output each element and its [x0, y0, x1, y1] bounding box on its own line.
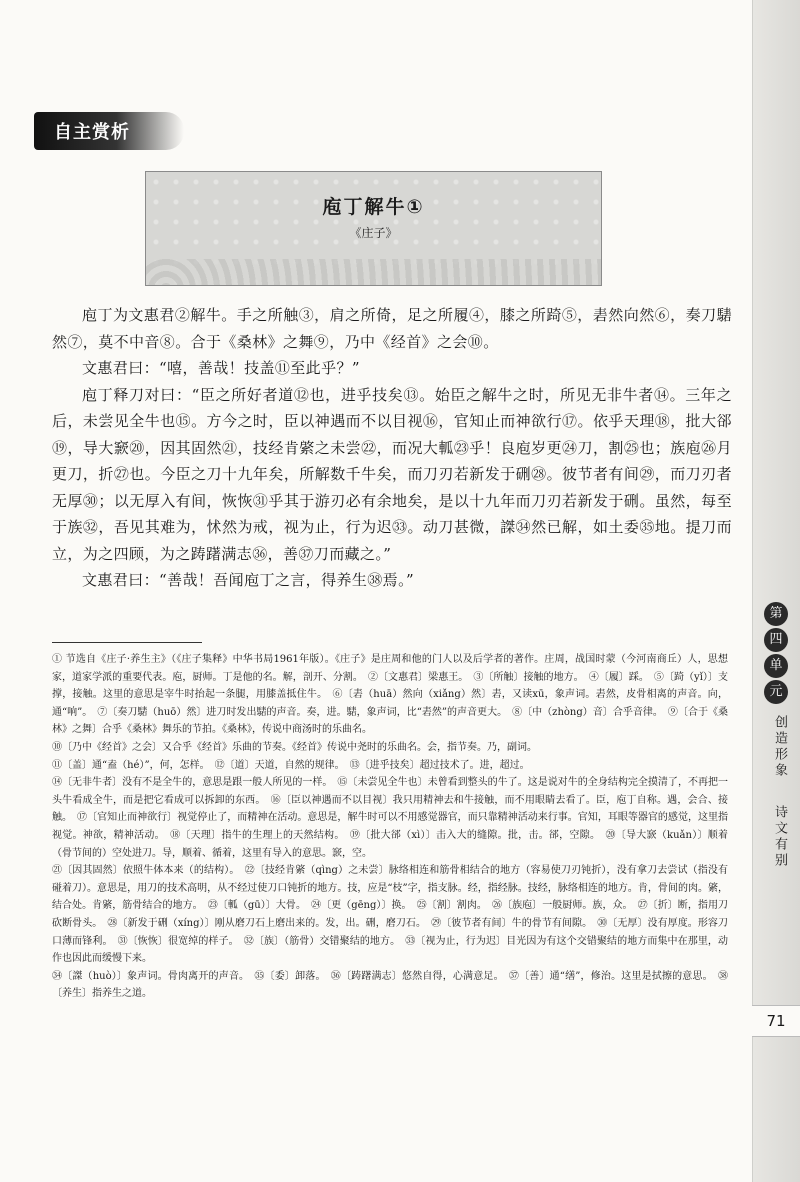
section-tag: [34, 112, 184, 150]
paragraph: 庖丁释刀对曰：“臣之所好者道⑫也，进乎技矣⑬。始臣之解牛之时，所见无非牛者⑭。三年之后，未尝见全牛也⑮。方今之时，臣以神遇而不以目视⑯，官知止而神欲行⑰。依乎天理⑱，批大郤⑲，导大窾⑳，因其固然㉑，技经肯綮之未尝㉒，而况大軱㉓乎！良庖岁更㉔刀，割㉕也；族庖㉖月更刀，折㉗也。今臣之刀十九年矣，所解数千牛矣，而刀刃若新发于硎㉘。彼节者有间㉙，而刀刃者无厚㉚；以无厚入有间，恢恢㉛乎其于游刃必有余地矣，是以十九年而刀刃若新发于硎。虽然，每至于族㉜，吾见其难为，怵然为戒，视为止，行为迟㉝。动刀甚微，謋㉞然已解，如土委㉟地。提刀而立，为之四顾，为之踌躇满志㊱，善㊲刀而藏之。”: [52, 385, 732, 563]
footnote-block: ① 节选自《庄子·养生主》（《庄子集释》中华书局1961年版）。《庄子》是庄周和他的门人以及后学者的著作。庄周，战国时蒙（今河南商丘）人，思想家，道家学派的重要代表。庖，厨师。丁是他的名。解，剖开、分割。 ②〔文惠君〕梁惠王。 ③〔所触〕接触的地方。 ④〔履〕踩。 ⑤〔踦（yǐ）〕支撑，接触。这里的意思是宰牛时抬起一条腿，用膝盖抵住牛。 ⑥〔砉（huā）然向（xiǎng）然〕砉，又读xū，象声词。砉然，皮骨相离的声音。向，通“响”。 ⑦〔奏刀騞（huō）然〕进刀时发出騞的声音。奏，进。騞，象声词，比“砉然”的声音更大。 ⑧〔中（zhòng）音〕合乎音律。 ⑨〔合于《桑林》之舞〕合乎《桑林》舞乐的节拍。《桑林》，传说中商汤时的乐曲名。: [52, 654, 728, 736]
footnote-block: ⑭〔无非牛者〕没有不是全牛的，意思是跟一般人所见的一样。 ⑮〔未尝见全牛也〕未曾看到整头的牛了。这是说对牛的全身结构完全摸清了，不再把一头牛看成全牛，而是把它看成可以拆卸的东西。 ⑯〔臣以神遇而不以目视〕我只用精神去和牛接触，而不用眼睛去看了。臣，庖丁自称。遇，会合、接触。 ⑰〔官知止而神欲行〕视觉停止了，而精神在活动。意思是，解牛时可以不用感觉器官，而只靠精神活动来行事。官知，耳眼等器官的感觉，这里指视觉。神欲，精神活动。 ⑱〔天理〕指牛的生理上的天然结构。 ⑲〔批大郤（xì）〕击入大的缝隙。批，击。郤，空隙。 ⑳〔导大窾（kuǎn）〕顺着（骨节间的）空处进刀。导，顺着、循着，这里有导入的意思。窾，空。: [52, 777, 728, 859]
title-box: [145, 171, 602, 286]
footnote-rule: [52, 642, 202, 643]
main-text: [52, 302, 732, 594]
unit-char: 第: [764, 602, 788, 626]
unit-char: 元: [764, 680, 788, 704]
footnote-block: ⑩〔乃中《经首》之会〕又合乎《经首》乐曲的节奏。《经首》传说中尧时的乐曲名。会，指节奏。乃，副词。: [52, 741, 537, 753]
unit-char: 四: [764, 628, 788, 652]
paragraph: 庖丁为文惠君②解牛。手之所触③，肩之所倚，足之所履④，膝之所踦⑤，砉然向然⑥，奏刀騞然⑦，莫不中音⑧。合于《桑林》之舞⑨，乃中《经首》之会⑩。: [52, 306, 732, 351]
unit-marker: [758, 600, 794, 706]
article-source: 《庄子》: [349, 226, 398, 240]
title-box-pattern: [146, 259, 601, 285]
footnote-block: ⑪〔盖〕通“盍（hé）”，何，怎样。 ⑫〔道〕天道，自然的规律。 ⑬〔进乎技矣〕超过技术了。进，超过。: [52, 759, 530, 771]
unit-char: 单: [764, 654, 788, 678]
footnote-block: ㉑〔因其固然〕依照牛体本来（的结构）。 ㉒〔技经肯綮（qìng）之未尝〕脉络相连和筋骨相结合的地方（容易使刀刃钝折），没有拿刀去尝试（指没有碰着刀）。意思是，用刀的技术高明，从不经过使刀口钝折的地方。技，应是“枝”字，指支脉。经，指经脉。技经，脉络相连的地方。肯，骨间的肉。綮，结合处。肯綮，筋骨结合的地方。 ㉓〔軱（gū）〕大骨。 ㉔〔更（gēng）〕换。 ㉕〔割〕割肉。 ㉖〔族庖〕一般厨师。族，众。 ㉗〔折〕断，指用刀砍断骨头。 ㉘〔新发于硎（xíng）〕刚从磨刀石上磨出来的。发，出。硎，磨刀石。 ㉙〔彼节者有间〕牛的骨节有间隙。 ㉚〔无厚〕没有厚度。形容刀口薄而锋利。 ㉛〔恢恢〕很宽绰的样子。 ㉜〔族〕（筋骨）交错聚结的地方。 ㉝〔视为止，行为迟〕目光因为有这个交错聚结的地方而集中在那里，动作也因此而缓慢下来。: [52, 865, 728, 965]
unit-subtitle: 诗文有别: [772, 805, 787, 869]
section-tag-label: 自主赏析: [54, 122, 130, 143]
unit-title: 创造形象: [772, 715, 787, 779]
footnote-block: ㉞〔謋（huò）〕象声词。骨肉离开的声音。 ㉟〔委〕卸落。 ㊱〔踌躇满志〕悠然自得，心满意足。 ㊲〔善〕通“缮”，修治。这里是拭擦的意思。 ㊳〔养生〕指养生之道。: [52, 970, 728, 1000]
paragraph: 文惠君曰：“善哉！吾闻庖丁之言，得养生㊳焉。”: [82, 571, 415, 589]
paragraph: 文惠君曰：“嘻，善哉！技盖⑪至此乎？”: [82, 359, 360, 377]
article-title: 庖丁解牛①: [322, 196, 425, 218]
page-number: 71: [752, 1005, 800, 1037]
footnotes: [52, 651, 728, 1003]
